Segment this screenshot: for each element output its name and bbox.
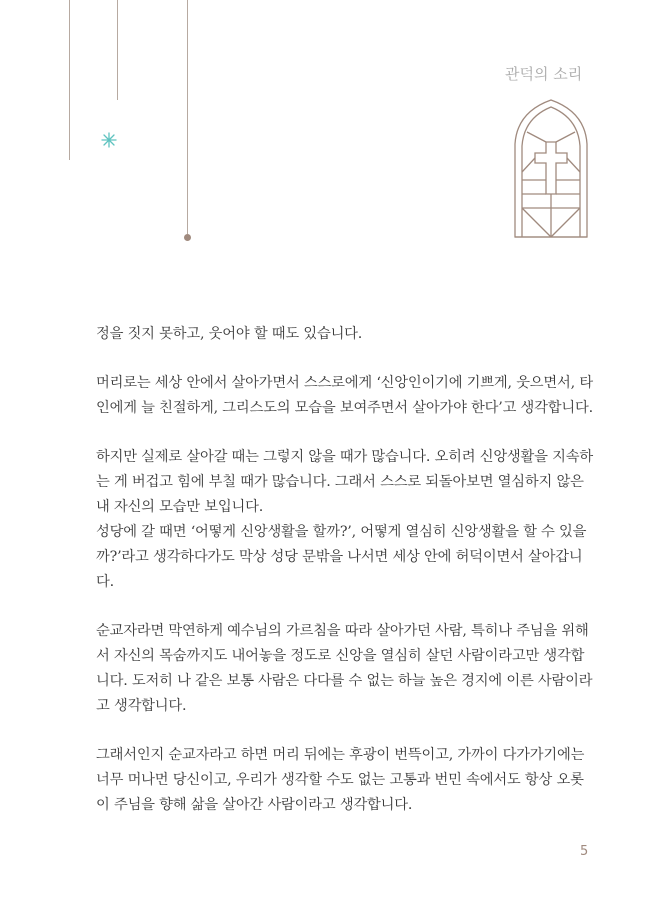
sparkle-icon	[101, 132, 117, 148]
paragraph-4: 성당에 갈 때면 ‘어떻게 신앙생활을 할까?’, 어떻게 열심히 신앙생활을 할 수 있을까?’라고 생각하다가도 막상 성당 문밖을 나서면 세상 안에 허덕이면서 살아갑니다.	[96, 524, 587, 590]
paragraph-6: 그래서인지 순교자라고 하면 머리 뒤에는 후광이 번뜩이고, 가까이 다가가기에는 너무 머나먼 당신이고, 우리가 생각할 수도 없는 고통과 번민 속에서도 항상 오롯이 주님을 향해 삶을 살아간 사람이라고 생각합니다.	[96, 747, 585, 813]
paragraph-2: 머리로는 세상 안에서 살아가면서 스스로에게 ‘신앙인이기에 기쁘게, 웃으면서, 타인에게 늘 친절하게, 그리스도의 모습을 보여주면서 살아가야 한다’고 생각합니다.	[96, 375, 593, 416]
decor-line-right	[187, 0, 188, 234]
body-text	[96, 322, 596, 842]
decor-bead	[184, 234, 191, 241]
section-title: 관덕의 소리	[505, 65, 583, 83]
page-number: 5	[580, 844, 589, 859]
paragraph-3: 하지만 실제로 살아갈 때는 그렇지 않을 때가 많습니다. 오히려 신앙생활을 지속하는 게 버겁고 힘에 부칠 때가 많습니다. 그래서 스스로 되돌아보면 열심하지 않은 내 자신의 모습만 보입니다.	[96, 449, 593, 515]
decor-line-mid	[117, 0, 118, 100]
cathedral-window-icon	[513, 98, 589, 238]
paragraph-1: 정을 짓지 못하고, 웃어야 할 때도 있습니다.	[96, 326, 363, 342]
decor-line-left	[69, 0, 70, 160]
paragraph-5: 순교자라면 막연하게 예수님의 가르침을 따라 살아가던 사람, 특히나 주님을 위해서 자신의 목숨까지도 내어놓을 정도로 신앙을 열심히 살던 사람이라고만 생각합니다. 도저히 나 같은 보통 사람은 다다를 수 없는 하늘 높은 경지에 이른 사람이라고 생각합니다.	[96, 623, 593, 714]
